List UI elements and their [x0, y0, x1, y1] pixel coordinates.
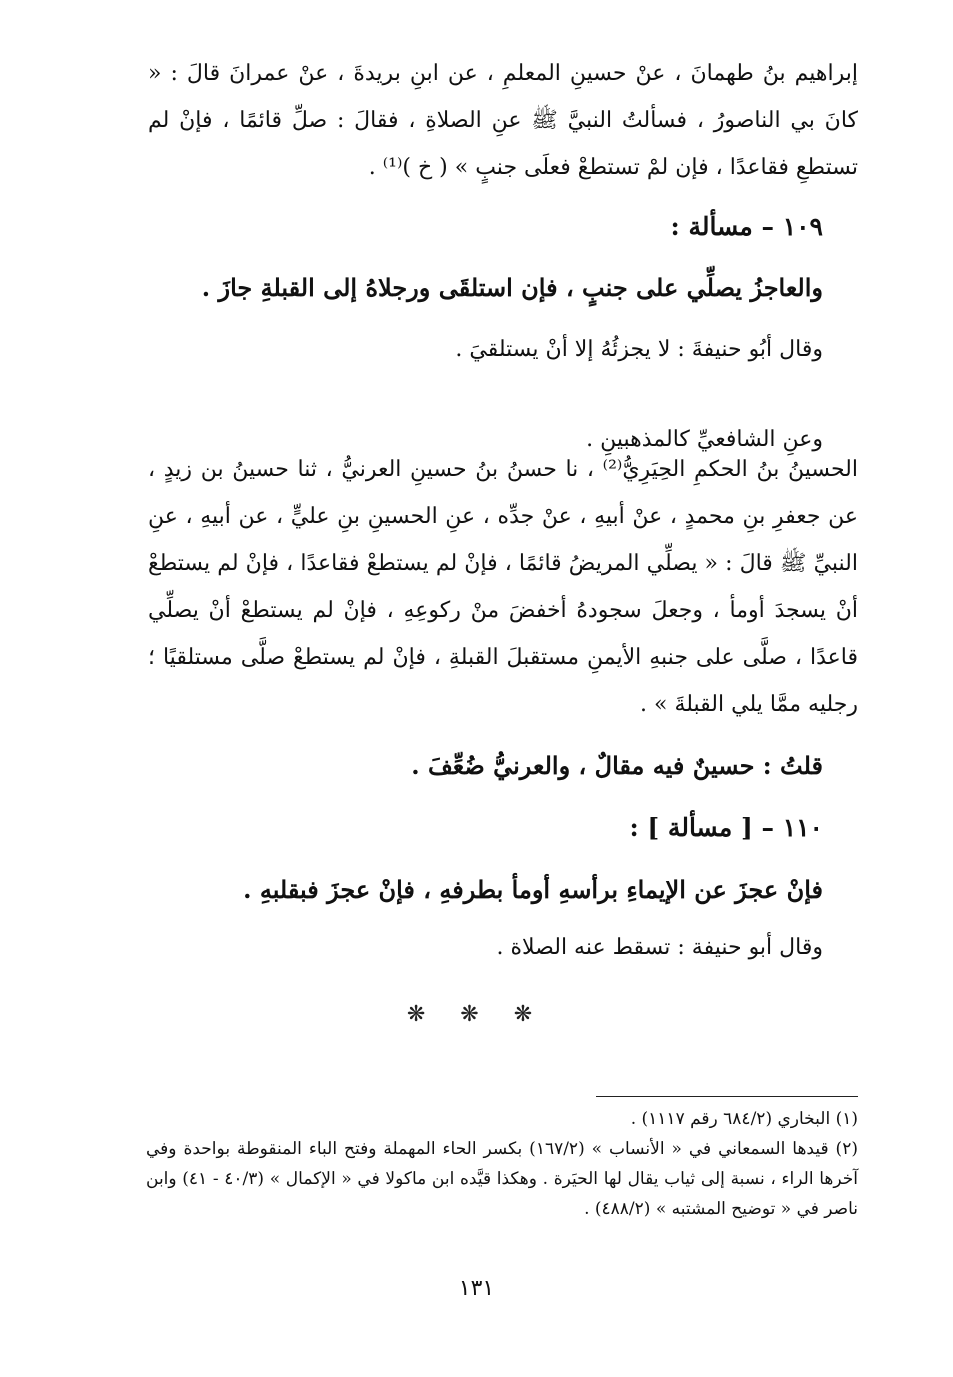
- footnote-1: (١) البخاري (٦٨٤/٢ رقم ١١١٧) .: [630, 1109, 858, 1129]
- issue-109-heading: ١٠٩ – مسألة :: [670, 212, 823, 241]
- issue-110-text: فإنْ عجزَ عن الإيماءِ برأسهِ أومأ بطرفهِ ، فإنْ عجزَ فبقلبهِ .: [243, 875, 823, 904]
- issue-109-text: والعاجزُ يصلِّي على جنبٍ ، فإن استلقَى ورجلاهُ إلى القبلةِ جازَ .: [201, 273, 823, 302]
- author-comment-109: قلتُ : حسينٌ فيه مقالٌ ، والعرنيُّ ضُعِّفَ .: [411, 751, 823, 780]
- footnote-divider: [596, 1096, 858, 1097]
- paragraph-hadith-husayn: الحسينُ بنُ الحكمِ الحِيَرِيُّ⁽²⁾ ، نا حسنُ بنُ حسينِ العرنيُّ ، ثنا حسينُ بن زيدٍ ، عن جعفرِ بنِ محمدٍ ، عنْ أبيهِ ، عنْ جدِّه ، عنِ الحسينِ بنِ عليٍّ ، عن أبيهِ ، عنِ النبيِّ ﷺ قالَ : « يصلِّي المريضُ قائمًا ، فإنْ لم يستطعْ فقاعدًا ، فإنْ لم يستطعْ أنْ يسجدَ أومأ ، وجعلَ سجودهُ أخفضَ منْ ركوعِهِ ، فإنْ لم يستطعْ أنْ يصلِّي قاعدًا ، صلَّى على جنبهِ الأيمنِ مستقبلَ القبلةِ ، فإنْ لم يستطعْ صلَّى مستلقيًا ؛ رجليه ممَّا يلي القبلةَ » .: [148, 457, 859, 717]
- footnote-2: (٢) قيدها السمعاني في « الأنساب » (١٦٧/٢) بكسر الحاء المهملة وفتح الباء المنقوطة بواحدة وفي آخرها الراء ، نسبة إلى ثياب يقال لها الحيَرة . وهكذا قيَّده ابن ماكولا في « الإكمال » (٤٠/٣ - ٤١) وابن ناصر في « توضيح المشتبه » (٤٨٨/٢) .: [146, 1139, 858, 1219]
- shafii-opinion-109: وعنِ الشافعيِّ كالمذهبينِ .: [586, 427, 823, 452]
- footnotes: [146, 1104, 858, 1224]
- paragraph-hadith-imran: إبراهيم بنُ طهمانَ ، عنْ حسينِ المعلمِ ، عن ابنِ بريدةَ ، عنْ عمرانَ قالَ : « كانَ بي الناصورُ ، فسألتُ النبيَّ ﷺ عنِ الصلاةِ ، فقالَ : صلِّ قائمًا ، فإنْ لم تستطعِ فقاعدًا ، فإن لمْ تستطعْ فعلَى جنبٍ » ( خ )⁽¹⁾ .: [148, 61, 858, 180]
- issue-110-heading: ١١٠ – [ مسألة ] :: [629, 813, 823, 842]
- section-separator: ❋ ❋ ❋: [406, 1002, 547, 1027]
- abu-hanifa-opinion-109: وقال أبُو حنيفةَ : لا يجزئُهُ إلا أنْ يستلقيَ .: [455, 337, 823, 362]
- page-number: ١٣١: [458, 1276, 495, 1301]
- abu-hanifa-opinion-110: وقال أبو حنيفة : تسقط عنه الصلاة .: [496, 935, 823, 960]
